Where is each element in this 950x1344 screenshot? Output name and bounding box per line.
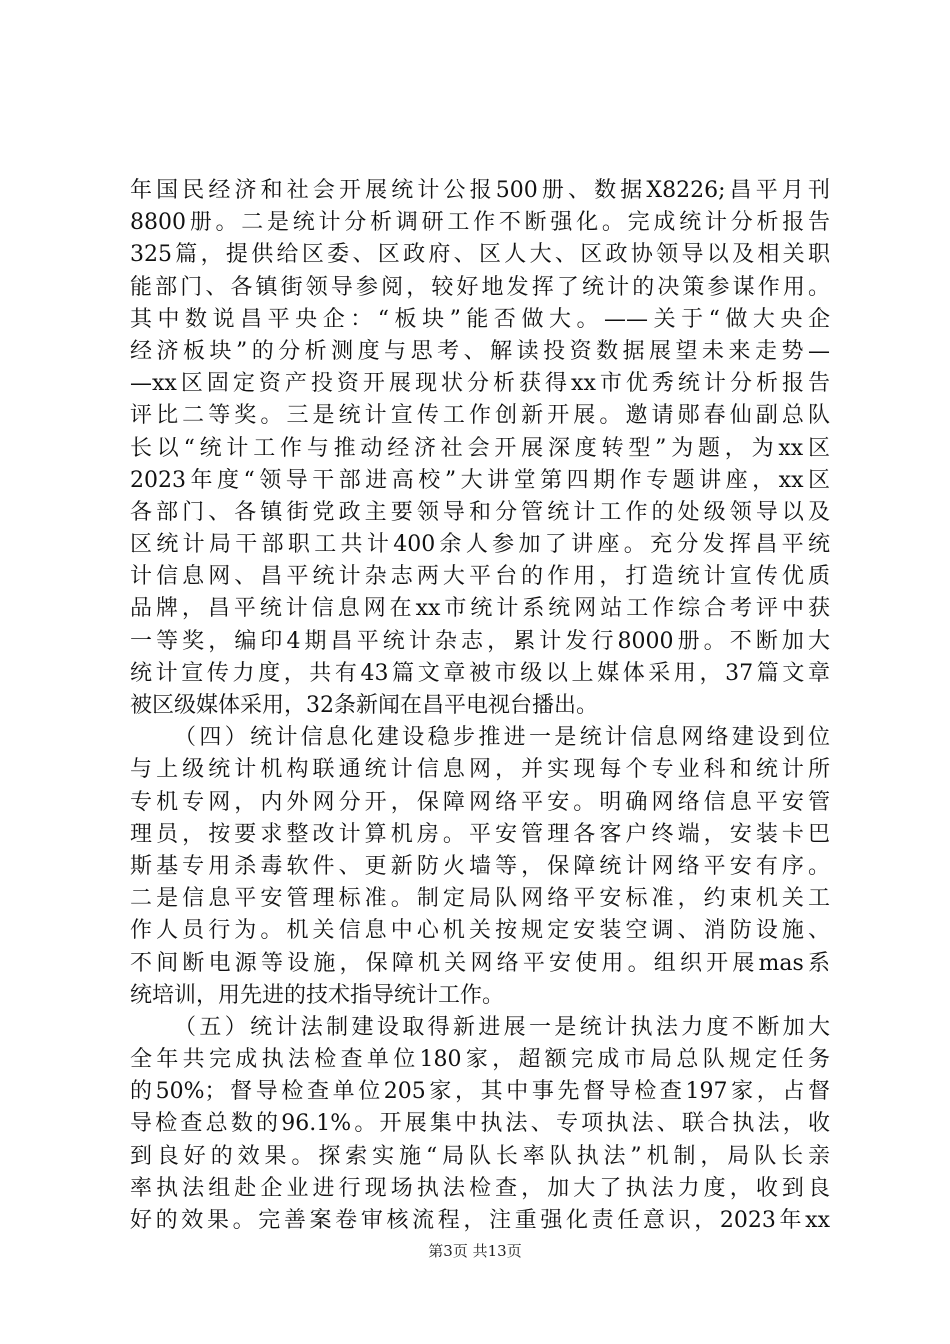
text-line: 品牌，昌平统计信息网在xx市统计系统网站工作综合考评中获 [130,596,830,622]
text-line: 专机专网，内外网分开，保障网络平安。明确网络信息平安管 [130,789,830,815]
text-line: 率执法组赴企业进行现场执法检查，加大了执法力度，收到良 [130,1175,830,1201]
section-heading-line: （五）统计法制建设取得新进展一是统计执法力度不断加大 [174,1014,830,1040]
text-line: 的50%；督导检查单位205家，其中事先督导检查197家，占督 [130,1079,830,1105]
text-line: 计信息网、昌平统计杂志两大平台的作用，打造统计宣传优质 [130,564,830,590]
text-line: 统培训，用先进的技术指导统计工作。 [130,982,505,1008]
text-line: 2023年度“领导干部进高校”大讲堂第四期作专题讲座，xx区 [130,467,830,493]
text-line: 与上级统计机构联通统计信息网，并实现每个专业科和统计所 [130,757,830,783]
text-line: 各部门、各镇街党政主要领导和分管统计工作的处级领导以及 [130,499,830,525]
body-text [130,175,830,1237]
text-line: 理员，按要求整改计算机房。平安管理各客户终端，安装卡巴 [130,821,830,847]
text-line: 评比二等奖。三是统计宣传工作创新开展。邀请郧春仙副总队 [130,403,830,429]
text-line: —xx区固定资产投资开展现状分析获得xx市优秀统计分析报告 [130,371,830,397]
text-line: 被区级媒体采用，32条新闻在昌平电视台播出。 [130,693,598,718]
text-line: 作人员行为。机关信息中心机关按规定安装空调、消防设施、 [130,918,830,944]
text-line: 统计宣传力度，共有43篇文章被市级以上媒体采用，37篇文章 [130,660,830,686]
page-footer [0,1240,950,1261]
text-line: 导检查总数的96.1%。开展集中执法、专项执法、联合执法，收 [130,1111,830,1137]
text-line: 能部门、各镇街领导参阅，较好地发挥了统计的决策参谋作用。 [130,274,830,300]
text-line: 不间断电源等设施，保障机关网络平安使用。组织开展mas系 [130,950,830,976]
text-line: 8800册。二是统计分析调研工作不断强化。完成统计分析报告 [130,210,830,236]
text-line: 325篇，提供给区委、区政府、区人大、区政协领导以及相关职 [130,242,830,268]
text-line: 一等奖，编印4期昌平统计杂志，累计发行8000册。不断加大 [130,628,830,654]
page-number: 第3页 共13页 [428,1242,522,1260]
text-line: 二是信息平安管理标准。制定局队网络平安标准，约束机关工 [130,886,830,912]
text-line: 年国民经济和社会开展统计公报500册、数据X8226;昌平月刊 [130,178,830,203]
text-line: 区统计局干部职工共计400余人参加了讲座。充分发挥昌平统 [130,532,830,558]
text-line: 斯基专用杀毒软件、更新防火墙等，保障统计网络平安有序。 [130,853,830,879]
text-line: 到良好的效果。探索实施“局队长率队执法”机制，局队长亲 [130,1143,830,1169]
text-line: 好的效果。完善案卷审核流程，注重强化责任意识，2023年xx [130,1208,830,1233]
section-heading-line: （四）统计信息化建设稳步推进一是统计信息网络建设到位 [174,725,830,751]
text-line: 其中数说昌平央企：“板块”能否做大。——关于“做大央企 [130,306,830,332]
text-line: 长以“统计工作与推动经济社会开展深度转型”为题，为xx区 [130,435,830,461]
text-line: 经济板块”的分析测度与思考、解读投资数据展望未来走势— [130,338,830,364]
text-line: 全年共完成执法检查单位180家，超额完成市局总队规定任务 [130,1047,830,1073]
